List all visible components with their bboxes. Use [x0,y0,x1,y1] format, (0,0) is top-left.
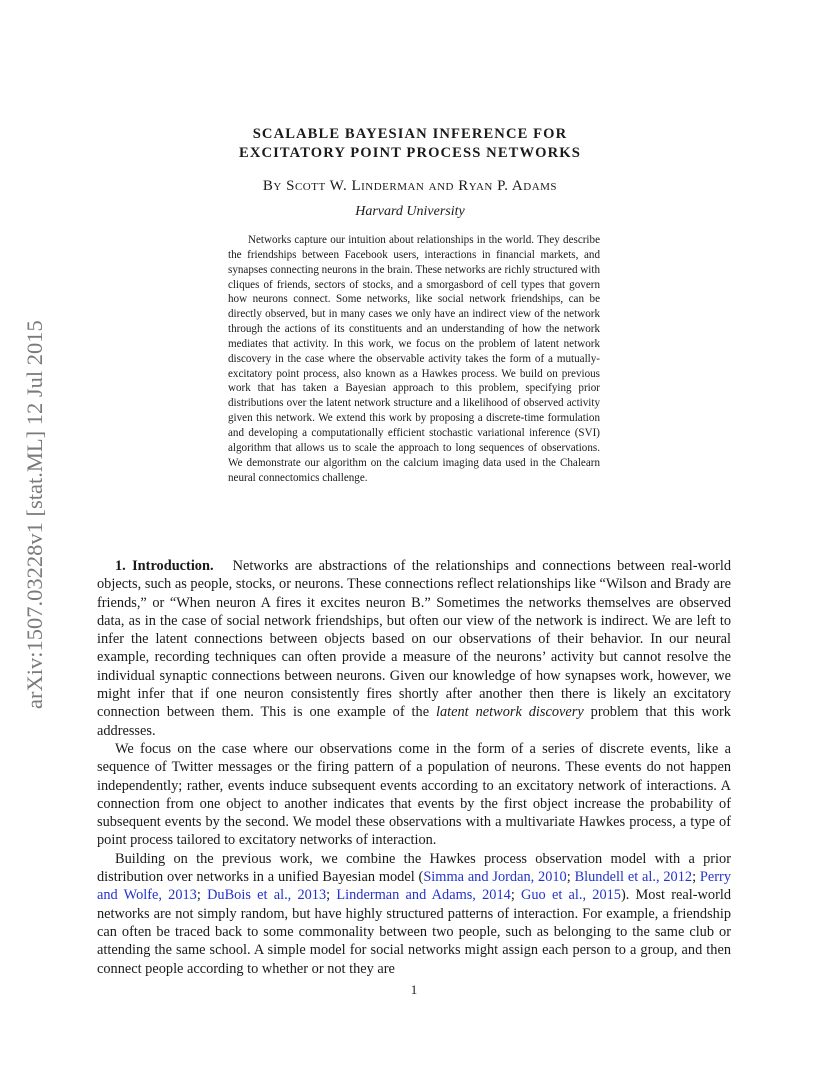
paragraph-1 [97,557,731,740]
paragraph-3-text: Building on the previous work, we combine the Hawkes process observation model with a prior distribution over networks in a unified Bayesian model ( [97,850,731,886]
paragraph-3-end: ). Most real-world networks are not simply random, but have highly structured patterns of interaction. For example, a friendship can often be traced back to some commonality between two people, such as belonging to the same club or attending the same school. A simple model for social networks might assign each person to a group, and then connect people according to whether or not they are [97,887,732,977]
citation-link[interactable]: Blundell et al., 2012 [574,869,693,886]
abstract: Networks capture our intuition about relationships in the world. They describe the friendships between Facebook users, interactions in financial markets, and synapses connecting neurons in the brain. These networks are richly structured with cliques of friends, sectors of stocks, and a smorgasbord of cell types that govern how neurons connect. Some networks, like social network friendships, can be directly observed, but in many cases we only have an indirect view of the network through the actions of its constituents and an understanding of how the network mediates that activity. In this work, we focus on the problem of latent network discovery in the case where the observable activity takes the form of a mutually-excitatory point process, also known as a Hawkes process. We build on previous work that has taken a Bayesian approach to this problem, specifying prior distributions over the latent network structure and a likelihood of observed activity given this network. We extend this work by proposing a discrete-time formulation and developing a computationally efficient stochastic variational inference (SVI) algorithm that allows us to scale the approach to long sequences of observations. We demonstrate our algorithm on the calcium imaging data used in the Chalearn neural connectomics challenge. [228,234,600,484]
paragraph-2: We focus on the case where our observations come in the form of a series of discrete events, like a sequence of Twitter messages or the firing pattern of a population of neurons. These events do not happen independently; rather, events induce subsequent events according to an excitatory network of interactions. A connection from one object to another indicates that events by the first object increase the probability of subsequent events by the second. We model these observations with a multivariate Hawkes process, a type of point process tailored to excitatory networks of interaction. [97,740,731,849]
title-line-1: SCALABLE BAYESIAN INFERENCE FOR [252,126,568,142]
page-number: 1 [410,982,418,997]
paper-title [180,125,640,163]
paragraph-1-end: problem that this work addresses. [97,704,731,739]
authors: By Scott W. Linderman and Ryan P. Adams [262,178,558,194]
citation-link[interactable]: Linderman and Adams, 2014 [336,887,511,904]
citation-link[interactable]: Guo et al., 2015 [521,887,621,904]
citation-link[interactable]: Simma and Jordan, 2010 [423,869,567,886]
citation-link[interactable]: DuBois et al., 2013 [207,887,327,904]
paragraph-1-text: Networks are abstractions of the relationships and connections between real-world objects, such as people, stocks, or neurons. These connections reflect relationships like “Wilson and Brady are friends,” or “When neuron A fires it excites neuron B.” Sometimes the networks themselves are observed data, as in the case of social network friendships, but often our view of the network is indirect. We are left to infer the latent connections between objects based on our observations of their behavior. In our neural example, recording techniques can often provide a measure of the neurons’ activity but cannot resolve the individual synaptic connections between neurons. Given our knowledge of how synapses work, however, we might infer that if one neuron consistently fires shortly after another then there is likely an excitatory connection between them. This is one example of the [97,558,732,721]
affiliation: Harvard University [355,204,465,219]
section-heading: 1. Introduction. [115,558,214,574]
arxiv-stamp: arXiv:1507.03228v1 [stat.ML] 12 Jul 2015 [22,320,47,710]
title-line-2: EXCITATORY POINT PROCESS NETWORKS [239,145,581,161]
citation-link[interactable]: Perry and Wolfe, 2013 [97,869,731,904]
emphasis-term: latent network discovery [436,704,584,721]
section-introduction [97,557,731,978]
paragraph-3: Building on the previous work, we combine the Hawkes process observation model with a prior distribution over networks in a unified Bayesian model (Simma and Jordan, 2010; Blundell et al., 2012; Perry and Wolfe, 2013; DuBois et al., 2013; Linderman and Adams, 2014; Guo et al., 2015). Most real-world networks are not simply random, but have highly structured patterns of interaction. For example, a friendship can often be traced back to some commonality between two people, such as belonging to the same club or attending the same school. A simple model for social networks might assign each person to a group, and then connect people according to whether or not they are [97,850,732,977]
